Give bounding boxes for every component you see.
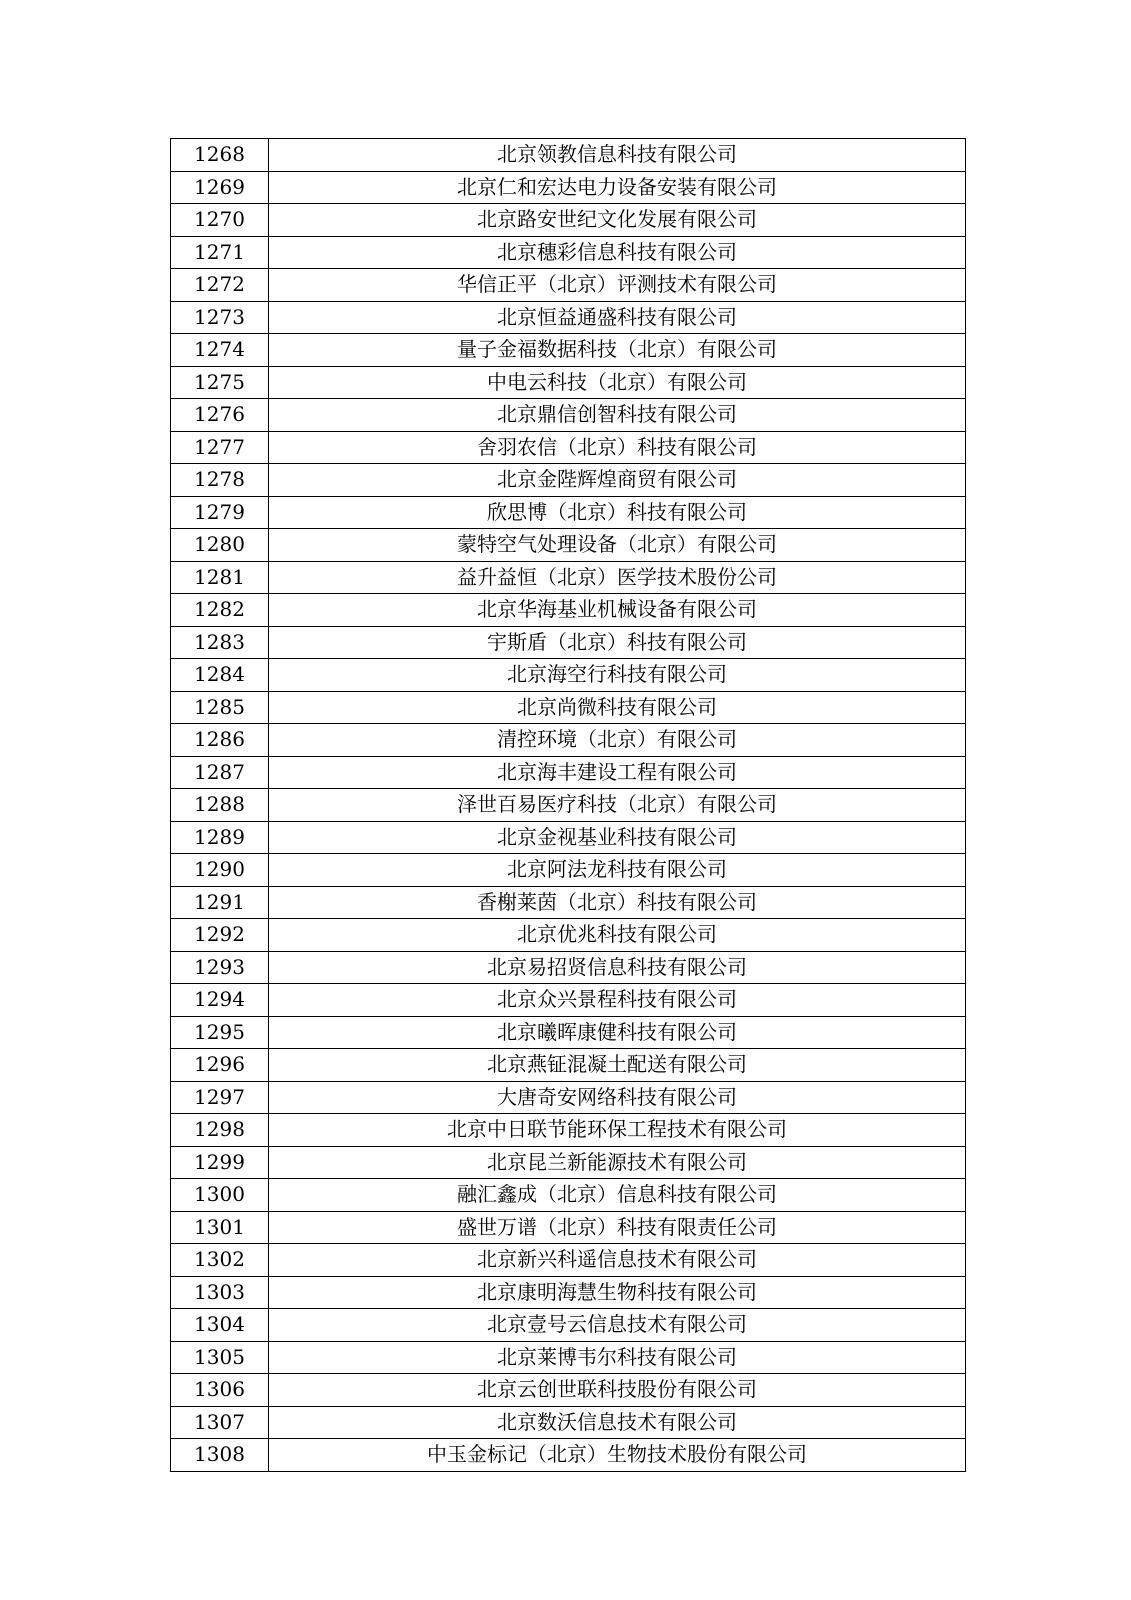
company-name: 北京阿法龙科技有限公司: [269, 854, 966, 887]
row-number: 1288: [171, 789, 269, 822]
company-name: 蒙特空气处理设备（北京）有限公司: [269, 529, 966, 562]
row-number: 1277: [171, 431, 269, 464]
company-name: 北京尚微科技有限公司: [269, 691, 966, 724]
row-number: 1283: [171, 626, 269, 659]
table-row: [171, 236, 966, 269]
company-name: 香榭莱茵（北京）科技有限公司: [269, 886, 966, 919]
row-number: 1307: [171, 1406, 269, 1439]
table-row: [171, 659, 966, 692]
company-name: 北京穗彩信息科技有限公司: [269, 236, 966, 269]
company-name: 北京领教信息科技有限公司: [269, 139, 966, 172]
table-row: [171, 204, 966, 237]
row-number: 1292: [171, 919, 269, 952]
row-number: 1281: [171, 561, 269, 594]
table-row: [171, 496, 966, 529]
row-number: 1302: [171, 1244, 269, 1277]
row-number: 1299: [171, 1146, 269, 1179]
table-row: [171, 1276, 966, 1309]
row-number: 1308: [171, 1439, 269, 1472]
row-number: 1274: [171, 334, 269, 367]
company-name: 北京新兴科遥信息技术有限公司: [269, 1244, 966, 1277]
table-row: [171, 756, 966, 789]
table-row: [171, 951, 966, 984]
row-number: 1273: [171, 301, 269, 334]
row-number: 1296: [171, 1049, 269, 1082]
company-name: 中电云科技（北京）有限公司: [269, 366, 966, 399]
table-row: [171, 919, 966, 952]
row-number: 1285: [171, 691, 269, 724]
row-number: 1301: [171, 1211, 269, 1244]
row-number: 1289: [171, 821, 269, 854]
table-row: [171, 626, 966, 659]
company-name: 宇斯盾（北京）科技有限公司: [269, 626, 966, 659]
table-body: [171, 139, 966, 1472]
row-number: 1297: [171, 1081, 269, 1114]
company-name: 清控环境（北京）有限公司: [269, 724, 966, 757]
row-number: 1268: [171, 139, 269, 172]
row-number: 1295: [171, 1016, 269, 1049]
table-row: [171, 821, 966, 854]
company-name: 北京海丰建设工程有限公司: [269, 756, 966, 789]
table-row: [171, 431, 966, 464]
company-name: 北京云创世联科技股份有限公司: [269, 1374, 966, 1407]
company-name: 北京金视基业科技有限公司: [269, 821, 966, 854]
table-row: [171, 1146, 966, 1179]
company-name: 北京路安世纪文化发展有限公司: [269, 204, 966, 237]
table-row: [171, 984, 966, 1017]
company-name: 泽世百易医疗科技（北京）有限公司: [269, 789, 966, 822]
company-name: 益升益恒（北京）医学技术股份公司: [269, 561, 966, 594]
company-name: 北京优兆科技有限公司: [269, 919, 966, 952]
company-name: 量子金福数据科技（北京）有限公司: [269, 334, 966, 367]
table-row: [171, 301, 966, 334]
table-row: [171, 334, 966, 367]
table-row: [171, 139, 966, 172]
table-row: [171, 691, 966, 724]
company-name: 北京易招贤信息科技有限公司: [269, 951, 966, 984]
company-table: [170, 138, 966, 1472]
row-number: 1306: [171, 1374, 269, 1407]
company-name: 北京恒益通盛科技有限公司: [269, 301, 966, 334]
company-name: 华信正平（北京）评测技术有限公司: [269, 269, 966, 302]
row-number: 1294: [171, 984, 269, 1017]
row-number: 1271: [171, 236, 269, 269]
company-name: 欣思博（北京）科技有限公司: [269, 496, 966, 529]
table-row: [171, 789, 966, 822]
row-number: 1304: [171, 1309, 269, 1342]
table-row: [171, 594, 966, 627]
table-row: [171, 269, 966, 302]
company-name: 北京海空行科技有限公司: [269, 659, 966, 692]
row-number: 1293: [171, 951, 269, 984]
row-number: 1280: [171, 529, 269, 562]
table-row: [171, 1374, 966, 1407]
table-row: [171, 366, 966, 399]
company-name: 融汇鑫成（北京）信息科技有限公司: [269, 1179, 966, 1212]
table-row: [171, 886, 966, 919]
table-row: [171, 724, 966, 757]
row-number: 1275: [171, 366, 269, 399]
row-number: 1290: [171, 854, 269, 887]
table-row: [171, 399, 966, 432]
row-number: 1272: [171, 269, 269, 302]
company-name: 北京数沃信息技术有限公司: [269, 1406, 966, 1439]
table-row: [171, 171, 966, 204]
row-number: 1270: [171, 204, 269, 237]
company-name: 北京曦晖康健科技有限公司: [269, 1016, 966, 1049]
table-row: [171, 1406, 966, 1439]
table-row: [171, 1244, 966, 1277]
company-name: 北京金陛辉煌商贸有限公司: [269, 464, 966, 497]
company-name: 北京莱博韦尔科技有限公司: [269, 1341, 966, 1374]
table-row: [171, 1049, 966, 1082]
table-row: [171, 854, 966, 887]
company-name: 舍羽农信（北京）科技有限公司: [269, 431, 966, 464]
company-name: 北京昆兰新能源技术有限公司: [269, 1146, 966, 1179]
row-number: 1298: [171, 1114, 269, 1147]
company-name: 北京康明海慧生物科技有限公司: [269, 1276, 966, 1309]
company-name: 北京众兴景程科技有限公司: [269, 984, 966, 1017]
table-row: [171, 1341, 966, 1374]
table-row: [171, 464, 966, 497]
company-name: 北京壹号云信息技术有限公司: [269, 1309, 966, 1342]
row-number: 1303: [171, 1276, 269, 1309]
table-row: [171, 1016, 966, 1049]
row-number: 1286: [171, 724, 269, 757]
row-number: 1279: [171, 496, 269, 529]
row-number: 1269: [171, 171, 269, 204]
table-row: [171, 529, 966, 562]
table-row: [171, 1081, 966, 1114]
table-row: [171, 561, 966, 594]
table-row: [171, 1211, 966, 1244]
company-name: 大唐奇安网络科技有限公司: [269, 1081, 966, 1114]
company-name: 北京中日联节能环保工程技术有限公司: [269, 1114, 966, 1147]
row-number: 1278: [171, 464, 269, 497]
table-row: [171, 1439, 966, 1472]
row-number: 1284: [171, 659, 269, 692]
row-number: 1300: [171, 1179, 269, 1212]
company-name: 中玉金标记（北京）生物技术股份有限公司: [269, 1439, 966, 1472]
row-number: 1287: [171, 756, 269, 789]
row-number: 1282: [171, 594, 269, 627]
table-row: [171, 1114, 966, 1147]
row-number: 1291: [171, 886, 269, 919]
table-row: [171, 1179, 966, 1212]
company-name: 北京鼎信创智科技有限公司: [269, 399, 966, 432]
row-number: 1305: [171, 1341, 269, 1374]
row-number: 1276: [171, 399, 269, 432]
table-row: [171, 1309, 966, 1342]
company-name: 盛世万谱（北京）科技有限责任公司: [269, 1211, 966, 1244]
company-name: 北京燕钲混凝土配送有限公司: [269, 1049, 966, 1082]
company-name: 北京仁和宏达电力设备安装有限公司: [269, 171, 966, 204]
company-name: 北京华海基业机械设备有限公司: [269, 594, 966, 627]
